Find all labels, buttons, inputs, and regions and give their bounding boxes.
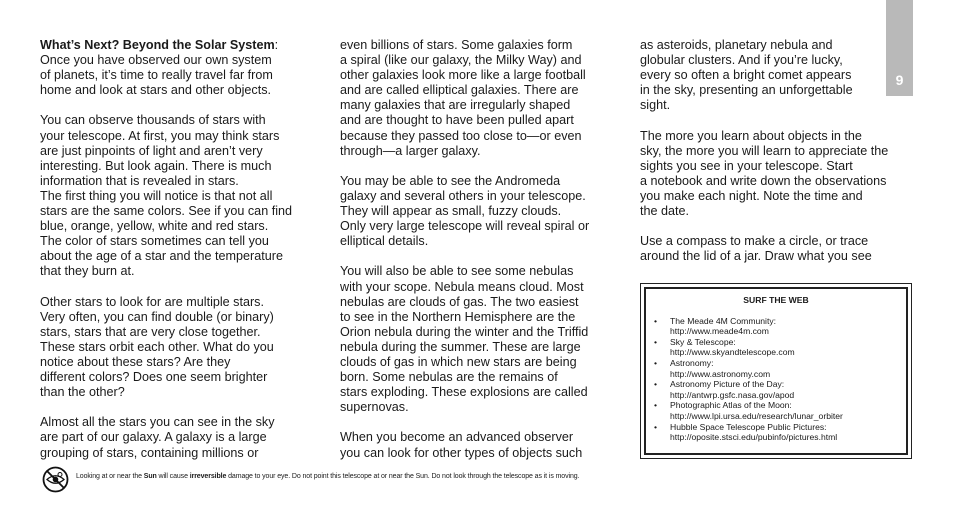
link-url[interactable]: http://www.meade4m.com [670,326,769,337]
link-label: Astronomy Picture of the Day: [670,379,785,390]
section-intro [40,38,318,98]
paragraph: When you become an advanced observer you can look for other types of objects such [340,430,583,460]
warning-sun-word: Sun [143,473,157,480]
paragraph: You will also be able to see some nebulas with your scope. Nebula means cloud. Most nebulas are clouds of gas. The two easiest to see in the Northern Hemisphere are the Orion nebula during the winter and the Triffid nebula during the summer. These are large clouds of gas in which new stars are being born. Some nebulas are the remains of stars exploding. These explosions are called supernovas. [340,264,589,415]
link-url[interactable]: http://www.astronomy.com [670,368,771,379]
link-url[interactable]: http://oposite.stsci.edu/pubinfo/pictures.html [670,432,838,443]
link-label: Photographic Atlas of the Moon: [670,400,792,411]
paragraph: The more you learn about objects in the sky, the more you will learn to appreciate the sights you see in your telescope. Start a notebook and write down the observations you make each night. Note the time and the date. [640,128,889,219]
link-url[interactable]: http://www.skyandtelescope.com [670,347,795,358]
warning-text-part: Looking at or near the [76,473,144,480]
heading-colon: : [274,38,279,52]
warning-irreversible-word: irreversible [189,473,227,480]
link-url[interactable]: http://www.lpi.ursa.edu/research/lunar_orbiter [670,410,843,421]
paragraph: as asteroids, planetary nebula and globular clusters. And if you’re lucky, every so often a bright comet appears in the sky, presenting an unforgettable sight. [640,38,853,113]
page-number: 9 [895,72,904,88]
column-1 [40,38,318,476]
list-item [670,337,898,358]
link-label: Astronomy: [670,357,714,368]
list-item [670,358,898,379]
paragraph: even billions of stars. Some galaxies form a spiral (like our galaxy, the Milky Way) and other galaxies look more like a large football and are called elliptical galaxies. There are many galaxies that are irregularly shaped and are thought to have been pulled apart because they passed too close to—or even through—a larger galaxy. [340,38,586,158]
surf-the-web-title: SURF THE WEB [743,295,809,305]
paragraph: Once you have observed our own system of planets, it’s time to really travel far from home and look at stars and other objects. [40,53,273,98]
web-link-list [654,316,898,443]
warning-text-part: damage to your eye. Do not point this telescope at or near the Sun. Do not look through the telescope as it is moving. [226,473,580,480]
no-sun-viewing-icon [42,466,69,493]
surf-the-web-box [640,283,912,459]
section-heading: What’s Next? Beyond the Solar System [40,38,275,52]
column-2 [340,38,618,476]
list-item [670,422,898,443]
paragraph: Use a compass to make a circle, or trace around the lid of a jar. Draw what you see [640,234,872,264]
link-label: Hubble Space Telescope Public Pictures: [670,421,827,432]
paragraph: You can observe thousands of stars with your telescope. At first, you may think stars are just pinpoints of light and aren’t very interesting. But look again. There is much information that is revealed in stars. [40,113,280,188]
warning-text-part: will cause [156,473,190,480]
link-url[interactable]: http://antwrp.gsfc.nasa.gov/apod [670,389,795,400]
paragraph: The first thing you will notice is that not all stars are the same colors. See if you can find blue, orange, yellow, white and red stars. The color of stars sometimes can tell you about the age of a star and the temperature that they burn at. [40,188,292,279]
list-item [670,379,898,400]
link-label: Sky & Telescope: [670,336,736,347]
sun-warning-text [76,473,579,480]
column-3 [640,38,916,280]
sun-warning-footer [42,466,922,494]
paragraph: You may be able to see the Andromeda galaxy and several others in your telescope. They will appear as small, fuzzy clouds. Only very large telescope will reveal spiral or elliptical details. [340,173,590,249]
paragraph: Almost all the stars you can see in the sky are part of our galaxy. A galaxy is a large grouping of stars, containing millions or [40,415,275,460]
list-item [670,400,898,421]
link-label: The Meade 4M Community: [670,315,777,326]
paragraph: Other stars to look for are multiple stars. Very often, you can find double (or binary) stars, stars that are very close together. These stars orbit each other. What do you notice about these stars? Are they different colors? Does one seem brighter than the other? [40,294,274,400]
list-item [670,316,898,337]
